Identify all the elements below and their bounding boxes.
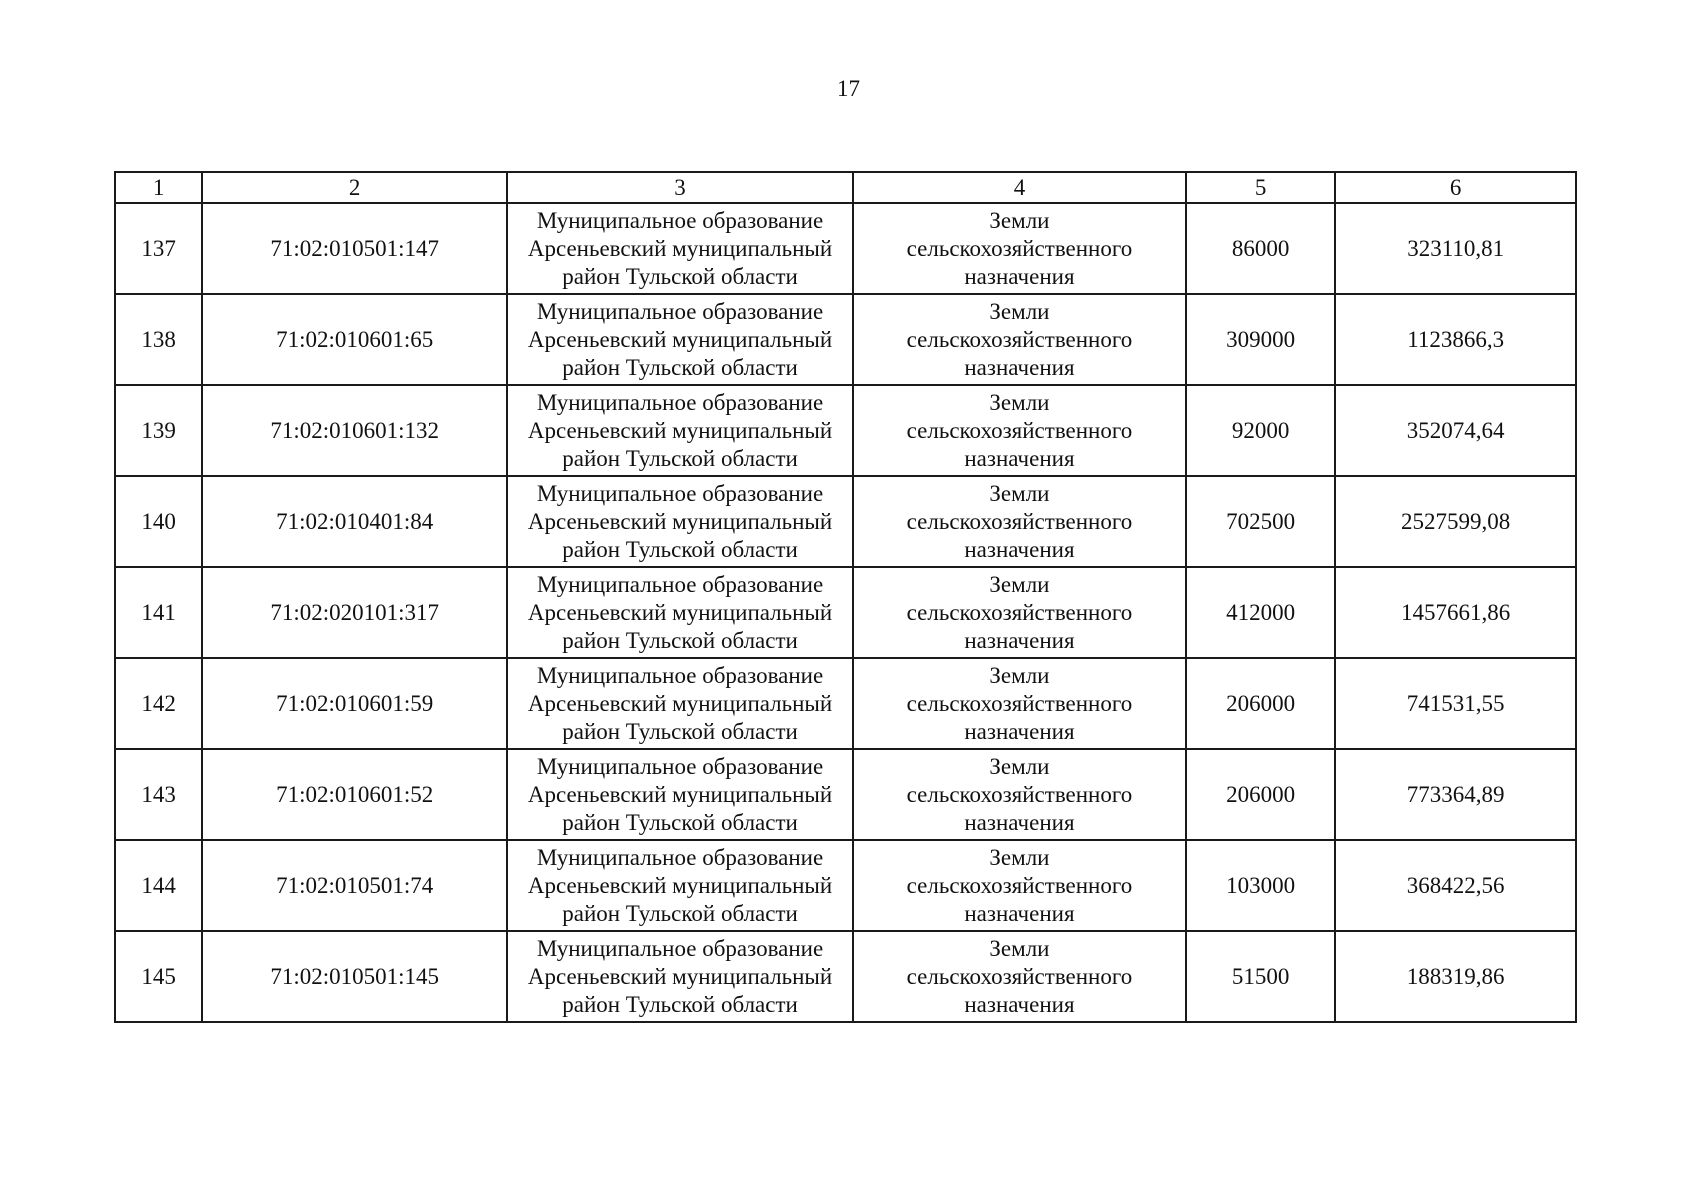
land-category-cell [853, 658, 1186, 749]
cadastral-value-cell: 2527599,08 [1335, 476, 1576, 567]
table-row [115, 658, 1576, 749]
land-category-cell-line: сельскохозяйственного [906, 781, 1133, 807]
land-category-cell-line: Земли [989, 389, 1050, 415]
owner-cell [507, 385, 853, 476]
table-row [115, 203, 1576, 294]
row-number-cell: 145 [115, 931, 202, 1022]
cadastral-value-cell: 352074,64 [1335, 385, 1576, 476]
table-row [115, 567, 1576, 658]
area-cell: 92000 [1186, 385, 1335, 476]
table-row [115, 476, 1576, 567]
owner-cell-line: Муниципальное образование [536, 389, 824, 415]
owner-cell-line: Муниципальное образование [536, 298, 824, 324]
owner-cell [507, 931, 853, 1022]
owner-cell-line: Арсеньевский муниципальный [527, 235, 833, 261]
land-category-cell-line: сельскохозяйственного [906, 872, 1133, 898]
owner-cell-line: район Тульской области [562, 718, 798, 744]
row-number-cell: 142 [115, 658, 202, 749]
cadastral-number-cell: 71:02:010601:65 [202, 294, 507, 385]
column-header-3: 3 [507, 172, 853, 203]
cadastral-number-cell: 71:02:010501:74 [202, 840, 507, 931]
cadastral-value-cell: 188319,86 [1335, 931, 1576, 1022]
cadastral-number-cell: 71:02:010501:147 [202, 203, 507, 294]
owner-cell-line: район Тульской области [562, 536, 798, 562]
owner-cell-line: Арсеньевский муниципальный [527, 690, 833, 716]
table-row [115, 294, 1576, 385]
area-cell: 86000 [1186, 203, 1335, 294]
table-row [115, 385, 1576, 476]
column-header-1: 1 [115, 172, 202, 203]
land-category-cell-line: сельскохозяйственного [906, 690, 1133, 716]
area-cell: 103000 [1186, 840, 1335, 931]
owner-cell-line: Муниципальное образование [536, 844, 824, 870]
owner-cell-line: район Тульской области [562, 354, 798, 380]
owner-cell [507, 567, 853, 658]
owner-cell-line: Муниципальное образование [536, 935, 824, 961]
cadastral-value-cell: 1123866,3 [1335, 294, 1576, 385]
land-category-cell-line: Земли [989, 571, 1050, 597]
land-category-cell [853, 476, 1186, 567]
land-category-cell [853, 385, 1186, 476]
owner-cell-line: Арсеньевский муниципальный [527, 599, 833, 625]
row-number-cell: 139 [115, 385, 202, 476]
page-number: 17 [837, 76, 860, 101]
land-category-cell [853, 931, 1186, 1022]
land-category-cell-line: назначения [964, 900, 1075, 926]
cadastral-number-cell: 71:02:010601:59 [202, 658, 507, 749]
land-category-cell-line: Земли [989, 298, 1050, 324]
header-row [115, 172, 1576, 203]
land-category-cell [853, 203, 1186, 294]
owner-cell-line: Муниципальное образование [536, 207, 824, 233]
area-cell: 206000 [1186, 658, 1335, 749]
table-row [115, 749, 1576, 840]
land-category-cell-line: назначения [964, 263, 1075, 289]
land-category-cell-line: назначения [964, 809, 1075, 835]
land-category-cell-line: назначения [964, 354, 1075, 380]
column-header-6: 6 [1335, 172, 1576, 203]
land-category-cell [853, 567, 1186, 658]
area-cell: 412000 [1186, 567, 1335, 658]
column-header-4: 4 [853, 172, 1186, 203]
owner-cell-line: Муниципальное образование [536, 753, 824, 779]
cadastral-number-cell: 71:02:010501:145 [202, 931, 507, 1022]
owner-cell [507, 658, 853, 749]
row-number-cell: 141 [115, 567, 202, 658]
cadastral-number-cell: 71:02:010601:132 [202, 385, 507, 476]
owner-cell-line: Муниципальное образование [536, 662, 824, 688]
land-category-cell-line: сельскохозяйственного [906, 235, 1133, 261]
owner-cell [507, 476, 853, 567]
area-cell: 702500 [1186, 476, 1335, 567]
land-category-cell-line: сельскохозяйственного [906, 508, 1133, 534]
column-header-2: 2 [202, 172, 507, 203]
land-category-cell-line: сельскохозяйственного [906, 599, 1133, 625]
cadastral-number-cell: 71:02:020101:317 [202, 567, 507, 658]
land-category-cell-line: Земли [989, 207, 1050, 233]
owner-cell-line: район Тульской области [562, 627, 798, 653]
land-category-cell-line: Земли [989, 480, 1050, 506]
area-cell: 206000 [1186, 749, 1335, 840]
land-category-cell-line: назначения [964, 627, 1075, 653]
row-number-cell: 143 [115, 749, 202, 840]
column-header-5: 5 [1186, 172, 1335, 203]
cadastral-value-cell: 368422,56 [1335, 840, 1576, 931]
owner-cell [507, 294, 853, 385]
land-category-cell-line: сельскохозяйственного [906, 326, 1133, 352]
land-category-cell-line: назначения [964, 445, 1075, 471]
owner-cell-line: Арсеньевский муниципальный [527, 872, 833, 898]
owner-cell-line: Арсеньевский муниципальный [527, 417, 833, 443]
area-cell: 51500 [1186, 931, 1335, 1022]
land-category-cell-line: назначения [964, 991, 1075, 1017]
land-category-cell-line: Земли [989, 662, 1050, 688]
cadastral-value-cell: 741531,55 [1335, 658, 1576, 749]
owner-cell-line: Муниципальное образование [536, 480, 824, 506]
owner-cell-line: Арсеньевский муниципальный [527, 963, 833, 989]
land-category-cell-line: сельскохозяйственного [906, 963, 1133, 989]
table-row [115, 840, 1576, 931]
land-registry-table [114, 171, 1577, 1023]
area-cell: 309000 [1186, 294, 1335, 385]
row-number-cell: 137 [115, 203, 202, 294]
owner-cell [507, 840, 853, 931]
owner-cell-line: район Тульской области [562, 445, 798, 471]
owner-cell-line: район Тульской области [562, 809, 798, 835]
row-number-cell: 140 [115, 476, 202, 567]
land-category-cell-line: Земли [989, 935, 1050, 961]
land-category-cell-line: Земли [989, 844, 1050, 870]
cadastral-value-cell: 323110,81 [1335, 203, 1576, 294]
cadastral-number-cell: 71:02:010601:52 [202, 749, 507, 840]
row-number-cell: 138 [115, 294, 202, 385]
land-category-cell-line: Земли [989, 753, 1050, 779]
cadastral-number-cell: 71:02:010401:84 [202, 476, 507, 567]
cadastral-value-cell: 773364,89 [1335, 749, 1576, 840]
owner-cell-line: Муниципальное образование [536, 571, 824, 597]
row-number-cell: 144 [115, 840, 202, 931]
table-row [115, 931, 1576, 1022]
owner-cell [507, 749, 853, 840]
land-category-cell [853, 294, 1186, 385]
cadastral-value-cell: 1457661,86 [1335, 567, 1576, 658]
owner-cell-line: район Тульской области [562, 991, 798, 1017]
land-category-cell [853, 840, 1186, 931]
table-header [115, 172, 1576, 203]
owner-cell-line: район Тульской области [562, 263, 798, 289]
table-body [115, 203, 1576, 1022]
owner-cell-line: район Тульской области [562, 900, 798, 926]
land-category-cell-line: назначения [964, 536, 1075, 562]
owner-cell-line: Арсеньевский муниципальный [527, 781, 833, 807]
land-category-cell-line: сельскохозяйственного [906, 417, 1133, 443]
land-category-cell [853, 749, 1186, 840]
owner-cell-line: Арсеньевский муниципальный [527, 326, 833, 352]
owner-cell [507, 203, 853, 294]
land-category-cell-line: назначения [964, 718, 1075, 744]
owner-cell-line: Арсеньевский муниципальный [527, 508, 833, 534]
